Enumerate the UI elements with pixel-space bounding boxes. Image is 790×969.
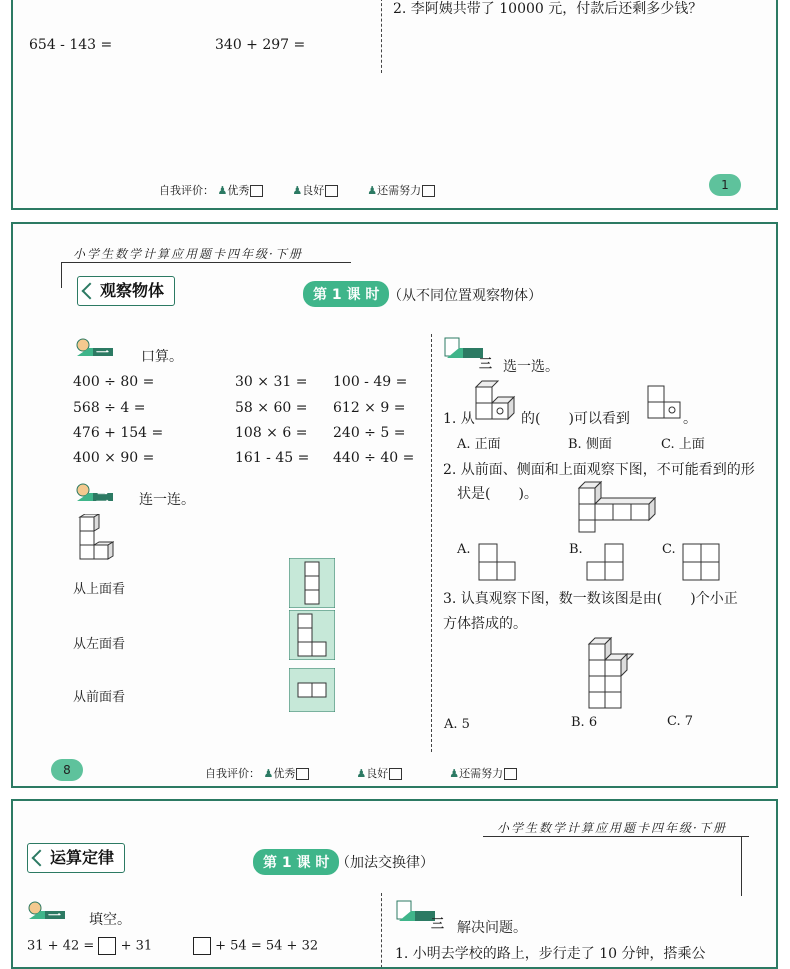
- eval-checkbox-needs-work[interactable]: [422, 185, 435, 197]
- section-3-title: 选一选。: [503, 359, 559, 375]
- q1-option-b[interactable]: B. 侧面: [568, 437, 612, 452]
- cube-side-view-figure: [646, 384, 682, 424]
- oral-calc-item: 161 - 45 =: [235, 450, 310, 466]
- section-1-title: 填空。: [89, 912, 131, 928]
- eval-checkbox-excellent[interactable]: [250, 185, 263, 197]
- oral-calc-item: 30 × 31 =: [235, 374, 308, 390]
- problem-1-text: 1. 小明去学校的路上，步行走了 10 分钟，搭乘公: [395, 946, 706, 962]
- oral-calc-item: 100 - 49 =: [333, 374, 408, 390]
- view-option-vertical-3[interactable]: [289, 558, 335, 608]
- eval-checkbox-needs-work[interactable]: [504, 768, 517, 780]
- question-3-line-1: 3. 认真观察下图，数一数该图是由( )个小正: [443, 591, 738, 607]
- oral-calc-item: 400 × 90 =: [73, 450, 155, 466]
- oral-calc-item: 240 ÷ 5 =: [333, 425, 406, 441]
- problem-2-text: 2. 李阿姨共带了 10000 元，付款后还剩多少钱？: [393, 1, 703, 17]
- eval-option-needs-work: 还需努力: [377, 184, 422, 197]
- lesson-subtitle: （从不同位置观察物体）: [388, 288, 542, 304]
- page-1-panel: [11, 0, 778, 210]
- oral-calc-item: 476 + 154 =: [73, 425, 164, 441]
- eval-option-excellent: 优秀: [227, 184, 250, 197]
- q2-option-b-figure[interactable]: [585, 542, 625, 582]
- cube-front-view-figure: [474, 379, 520, 423]
- view-option-l-shape[interactable]: [289, 610, 335, 660]
- self-evaluation: [159, 182, 435, 198]
- person-icon: ♟: [217, 184, 228, 197]
- lesson-badge: 第 1 课 时: [303, 281, 389, 307]
- oral-calc-item: 58 × 60 =: [235, 400, 308, 416]
- oral-calc-item: 568 ÷ 4 =: [73, 400, 146, 416]
- page-divider: [381, 0, 382, 73]
- q3-cube-stack-figure: [587, 636, 637, 710]
- person-icon: ♟: [356, 767, 367, 780]
- question-3-line-2: 方体搭成的。: [443, 616, 527, 632]
- person-icon: ♟: [263, 767, 274, 780]
- q2-solid-figure: [575, 478, 657, 534]
- q2-option-c-figure[interactable]: [681, 542, 721, 582]
- eq1-left: 31 + 42 =: [27, 938, 95, 954]
- fill-equation-1: [27, 937, 152, 955]
- lesson-badge: 第 1 课 时: [253, 849, 339, 875]
- page-panel-bottom: [11, 799, 778, 969]
- unit-title-tag: 观察物体: [77, 276, 175, 306]
- question-1-end: 。: [683, 411, 697, 427]
- person-icon: ♟: [292, 184, 303, 197]
- eval-label: 自我评价：: [159, 184, 214, 197]
- q2-option-c-label[interactable]: C.: [662, 542, 676, 557]
- oral-calc-item: 400 ÷ 80 =: [73, 374, 155, 390]
- section-1-number: 一: [96, 346, 110, 361]
- fill-equation-2: [193, 937, 318, 955]
- unit-title-tag: 运算定律: [27, 843, 125, 873]
- column-divider: [381, 893, 382, 969]
- oral-calc-item: 108 × 6 =: [235, 425, 308, 441]
- section-3-number: 三: [479, 357, 493, 372]
- page-number-badge: 1: [709, 174, 741, 196]
- margin-rule: [741, 836, 742, 896]
- q3-option-a[interactable]: A. 5: [444, 717, 470, 732]
- eval-label: 自我评价：: [205, 767, 260, 780]
- q2-option-b-label[interactable]: B.: [569, 542, 583, 557]
- q2-option-a-figure[interactable]: [477, 542, 517, 582]
- answer-box[interactable]: [98, 937, 116, 955]
- view-from-top-label: 从上面看: [73, 582, 126, 597]
- cube-stack-figure: [78, 514, 114, 566]
- answer-box[interactable]: [193, 937, 211, 955]
- q2-option-a-label[interactable]: A.: [457, 542, 471, 557]
- person-icon: ♟: [449, 767, 460, 780]
- calc-654-143: 654 - 143 =: [29, 37, 113, 53]
- eq1-right: + 31: [120, 938, 153, 954]
- question-2-line-1: 2. 从前面、侧面和上面观察下图，不可能看到的形: [443, 462, 755, 478]
- question-1-middle: 的( )可以看到: [521, 411, 630, 427]
- self-evaluation: [205, 765, 517, 781]
- oral-calc-item: 612 × 9 =: [333, 400, 406, 416]
- page-8-panel: [11, 222, 778, 788]
- question-1-prefix: 1. 从: [443, 411, 475, 427]
- calc-340-297: 340 + 297 =: [215, 37, 306, 53]
- section-1-number: 一: [48, 909, 62, 924]
- running-title-underline: [61, 262, 351, 263]
- eq2-right: + 54 = 54 + 32: [215, 938, 319, 954]
- column-divider: [431, 334, 432, 752]
- section-3-title: 解决问题。: [457, 920, 527, 936]
- q3-option-c[interactable]: C. 7: [667, 714, 694, 729]
- section-2-title: 连一连。: [139, 492, 195, 508]
- eval-checkbox-good[interactable]: [389, 768, 402, 780]
- q1-option-c[interactable]: C. 上面: [661, 437, 705, 452]
- view-from-left-label: 从左面看: [73, 637, 126, 652]
- section-2-number: 二: [96, 491, 110, 506]
- person-icon: ♟: [367, 184, 378, 197]
- page-number-badge: 8: [51, 759, 83, 781]
- running-title: 小学生数学计算应用题卡四年级·下册: [497, 821, 727, 835]
- eval-option-good: 良好: [302, 184, 325, 197]
- section-1-title: 口算。: [141, 349, 183, 365]
- lesson-subtitle: （加法交换律）: [336, 855, 434, 871]
- margin-rule: [61, 262, 62, 288]
- eval-checkbox-good[interactable]: [325, 185, 338, 197]
- section-3-number: 三: [431, 917, 445, 932]
- view-option-horizontal-2[interactable]: [289, 668, 335, 712]
- eval-option-excellent: 优秀: [273, 767, 296, 780]
- oral-calc-item: 440 ÷ 40 =: [333, 450, 415, 466]
- running-title: 小学生数学计算应用题卡四年级·下册: [73, 247, 303, 261]
- question-2-line-2: 状是( )。: [457, 486, 538, 502]
- eval-checkbox-excellent[interactable]: [296, 768, 309, 780]
- view-from-front-label: 从前面看: [73, 690, 126, 705]
- eval-option-needs-work: 还需努力: [459, 767, 504, 780]
- eval-option-good: 良好: [366, 767, 389, 780]
- q3-option-b[interactable]: B. 6: [571, 715, 598, 730]
- q1-option-a[interactable]: A. 正面: [457, 437, 501, 452]
- running-title-underline: [483, 836, 749, 837]
